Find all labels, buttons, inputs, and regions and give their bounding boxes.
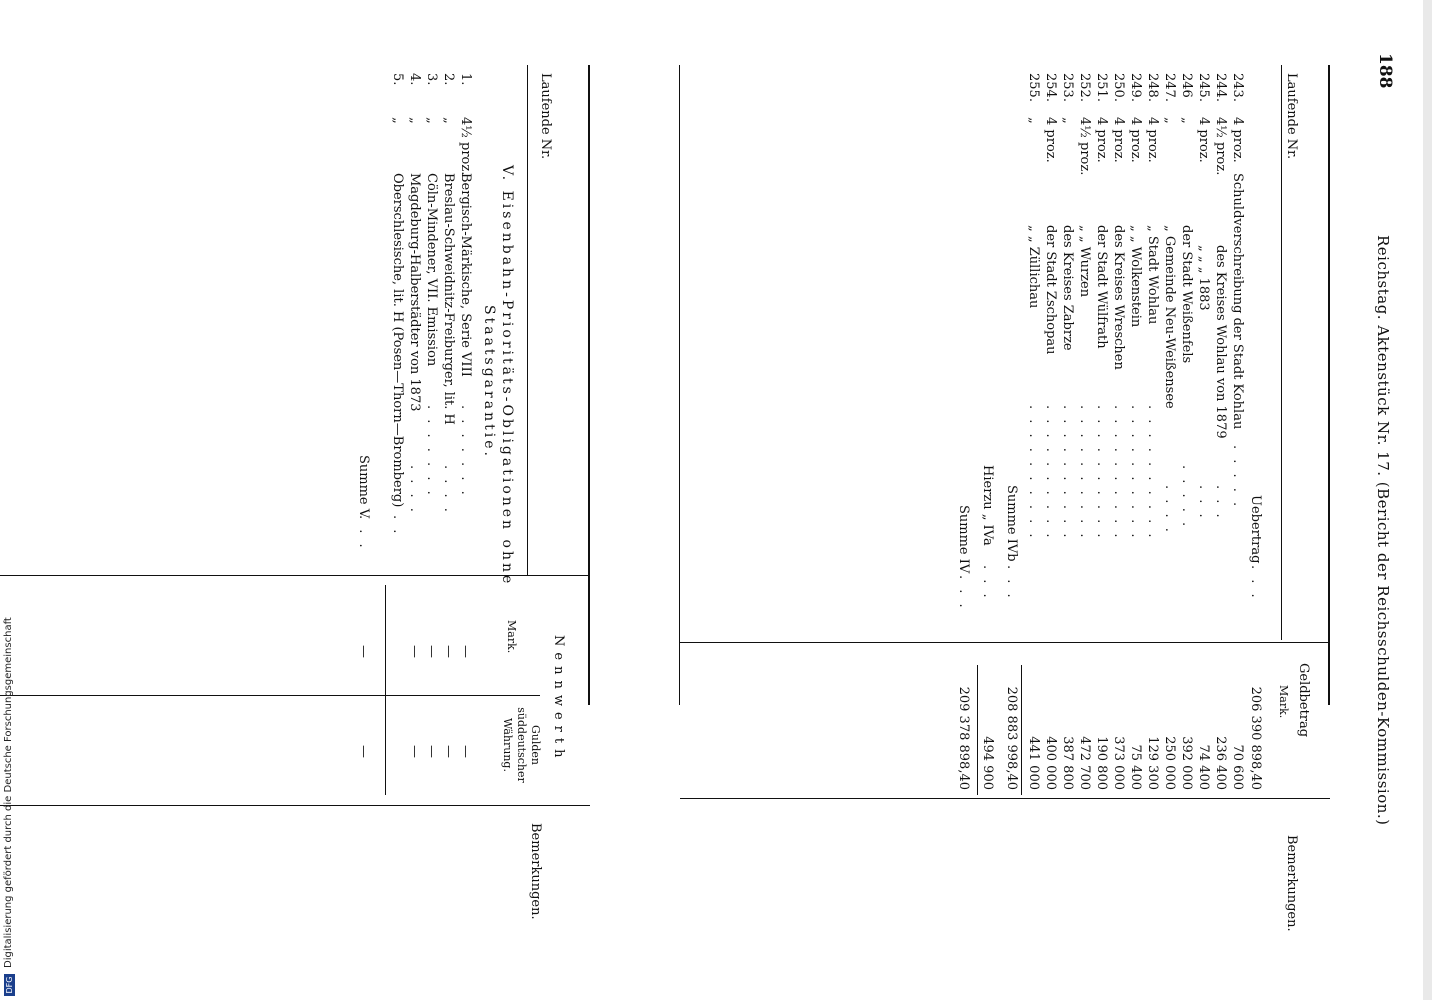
- row-value: 70 600: [1230, 744, 1245, 790]
- row-no: 246: [1179, 73, 1194, 98]
- row-dots: . . . . . . . . . .: [1043, 405, 1058, 541]
- row-desc: „ Stadt Wohlau: [1145, 225, 1160, 325]
- row-desc: Schuldverschreibung der Stadt Kohlau: [1230, 173, 1245, 430]
- row-no: 253.: [1060, 73, 1075, 102]
- table-row: [1194, 45, 1210, 805]
- table1-col-no: Laufende Nr.: [1284, 73, 1299, 160]
- row-dots: . . . . . . .: [458, 405, 473, 498]
- row-desc: „ Gemeinde Neu-Weißensee: [1162, 225, 1177, 409]
- table-row: [439, 45, 455, 805]
- row-no: 3.: [424, 73, 439, 86]
- row-desc: „ „ Wurzen: [1077, 225, 1092, 298]
- row-value: 441 000: [1026, 736, 1041, 790]
- row-value: 387 800: [1060, 736, 1075, 790]
- row-value: 74 400: [1196, 744, 1211, 790]
- row-dots: . . . . .: [1179, 465, 1194, 530]
- sum-v-mark-dash: —: [356, 645, 371, 658]
- table2-top-rule: [588, 65, 590, 705]
- running-title: Reichstag. Aktenstück Nr. 17. (Bericht der Reichsschulden-Kommission.): [1374, 235, 1392, 826]
- table1-header-rule: [1281, 65, 1282, 640]
- row-rate: „: [1179, 117, 1194, 124]
- table1-col-remarks: Bemerkungen.: [1284, 835, 1299, 932]
- hierzu-value: 494 900: [980, 736, 995, 790]
- row-rate: „: [407, 117, 422, 124]
- sum-ivb-value: 208 883 998,40: [1004, 686, 1019, 790]
- table2-col-no: Laufende Nr.: [538, 73, 553, 160]
- row-no: 247.: [1162, 73, 1177, 102]
- rotated-page: [10, 45, 1410, 1005]
- row-rate: 4 proz.: [1145, 117, 1160, 163]
- row-dots: . . .: [1196, 485, 1211, 521]
- row-value: 392 000: [1179, 736, 1194, 790]
- row-dots: . . . .: [1162, 485, 1177, 535]
- row-rate: „: [1162, 117, 1177, 124]
- row-no: 250.: [1111, 73, 1126, 102]
- table2-col-gulden: Gulden süddeutscher Währung.: [501, 707, 542, 783]
- row-desc: Oberschlesische, lit. H (Posen—Thorn—Bromberg): [390, 173, 405, 508]
- row-value: 373 000: [1111, 736, 1126, 790]
- table-row: [1075, 45, 1091, 805]
- table-row: [422, 45, 438, 805]
- mark-dash: —: [441, 645, 456, 658]
- row-desc: des Kreises Zabrze: [1060, 225, 1075, 351]
- row-no: 243.: [1230, 73, 1245, 102]
- row-no: 248.: [1145, 73, 1160, 102]
- sum-ivb-label: Summe IVb: [1004, 485, 1019, 562]
- dfg-note: Digitalisierung gefördert durch die Deutsche Forschungsgemeinschaft: [3, 617, 14, 968]
- row-no: 249.: [1128, 73, 1143, 102]
- gulden-dash: —: [407, 745, 422, 758]
- row-value: 472 700: [1077, 736, 1092, 790]
- row-dots: . . . . .: [1230, 445, 1245, 510]
- hierzu-label: Hierzu „ IVa: [980, 465, 995, 546]
- row-desc: Magdeburg-Halberstädter von 1873: [407, 173, 422, 412]
- row-no: 255.: [1026, 73, 1041, 102]
- row-dots: . . . .: [407, 465, 422, 515]
- row-desc: der Stadt Zschopau: [1043, 225, 1058, 355]
- row-rate: „: [390, 117, 405, 124]
- row-desc: des Kreises Wohlau von 1879: [1213, 245, 1228, 439]
- carry-label: Uebertrag: [1248, 495, 1263, 564]
- table-row: [1143, 45, 1159, 805]
- row-no: 251.: [1094, 73, 1109, 102]
- row-rate: 4 proz.: [1230, 117, 1245, 163]
- sum-v-label: Summe V: [356, 455, 371, 519]
- row-dots: . .: [390, 515, 405, 537]
- row-rate: 4½ proz.: [458, 117, 473, 176]
- table1-col-amount-unit: Mark.: [1277, 685, 1290, 719]
- row-desc: Breslau-Schweidnitz-Freiburger, lit. H: [441, 173, 456, 425]
- dfg-logo: DFG: [4, 974, 15, 996]
- sum-iv-label: Summe IV: [956, 505, 971, 574]
- sum-ivb-dots: . . .: [1004, 565, 1019, 601]
- row-rate: 4½ proz.: [1077, 117, 1092, 176]
- row-desc: „ „ Wolkenstein: [1128, 225, 1143, 328]
- hierzu-dots: . . .: [980, 565, 995, 601]
- table1-bottom-rule: [679, 65, 680, 705]
- row-desc: „ „ Züllichau: [1026, 225, 1041, 309]
- dfg-footer: [3, 0, 19, 994]
- row-value: 400 000: [1043, 736, 1058, 790]
- row-dots: . . . . . . . . . .: [1077, 405, 1092, 541]
- sum-iv-value: 209 378 898,40: [956, 686, 971, 790]
- row-dots: . . . . . . .: [424, 405, 439, 498]
- row-desc: „ „ „ 1883: [1196, 245, 1211, 311]
- row-no: 4.: [407, 73, 422, 86]
- row-no: 244.: [1213, 73, 1228, 102]
- gulden-dash: —: [424, 745, 439, 758]
- row-rate: 4 proz.: [1128, 117, 1143, 163]
- row-dots: . . . . . . . . . .: [1111, 405, 1126, 541]
- row-rate: 4 proz.: [1043, 117, 1058, 163]
- sum-iv-dots: . . .: [956, 575, 971, 611]
- row-value: 190 800: [1094, 736, 1109, 790]
- table-row: [1126, 45, 1142, 805]
- page-number: 188: [1375, 53, 1395, 89]
- row-desc: der Stadt Weißenfels: [1179, 225, 1194, 364]
- row-dots: . . . . . . . . . .: [1128, 405, 1143, 541]
- mark-dash: —: [458, 645, 473, 658]
- row-dots: . . . . . . . . . .: [1060, 405, 1075, 541]
- row-no: 245.: [1196, 73, 1211, 102]
- row-dots: . . .: [1213, 485, 1228, 521]
- row-desc: Cöln-Mindener, VII. Emission: [424, 173, 439, 367]
- row-rate: „: [1060, 117, 1075, 124]
- table2-col-mark: Mark.: [505, 620, 518, 654]
- sum-ivb-rule: [1021, 665, 1022, 795]
- gulden-dash: —: [441, 745, 456, 758]
- table-row: [1109, 45, 1125, 805]
- scan-edge: [1423, 0, 1432, 1000]
- table2-col-remarks: Bemerkungen.: [528, 823, 543, 920]
- row-no: 254.: [1043, 73, 1058, 102]
- row-no: 1.: [458, 73, 473, 86]
- table-row: [1024, 45, 1040, 805]
- table-row: [1160, 45, 1176, 805]
- row-value: 75 400: [1128, 744, 1143, 790]
- row-rate: 4½ proz.: [1213, 117, 1228, 176]
- row-rate: „: [424, 117, 439, 124]
- mark-dash: —: [407, 645, 422, 658]
- table1-top-rule: [1328, 65, 1330, 705]
- row-no: 5.: [390, 73, 405, 86]
- row-rate: „: [441, 117, 456, 124]
- gulden-dash: —: [458, 745, 473, 758]
- section-title-1: V. Eisenbahn-Prioritäts-Obligationen ohne: [499, 165, 515, 587]
- table-row: [1058, 45, 1074, 805]
- row-value: 250 000: [1162, 736, 1177, 790]
- table-row: [1177, 45, 1193, 805]
- row-rate: 4 proz.: [1111, 117, 1126, 163]
- row-value: 129 300: [1145, 736, 1160, 790]
- row-rate: 4 proz.: [1196, 117, 1211, 163]
- table-row: [405, 45, 421, 805]
- table-row: [456, 45, 472, 805]
- table2-header-rule: [527, 65, 528, 575]
- carry-value: 206 390 898,40: [1248, 686, 1263, 790]
- section-title-2: Staatsgarantie.: [481, 305, 497, 459]
- row-no: 2.: [441, 73, 456, 86]
- carry-dots: . . .: [1248, 565, 1263, 601]
- row-rate: 4 proz.: [1094, 117, 1109, 163]
- row-dots: . . . . . . . . . .: [1145, 405, 1160, 541]
- row-dots: . . . . . . . . . .: [1026, 405, 1041, 541]
- mark-dash: —: [424, 645, 439, 658]
- sum-v-gulden-dash: —: [356, 745, 371, 758]
- table-row: [388, 45, 404, 805]
- table2-col-nominal: Nennwerth: [551, 635, 566, 764]
- row-rate: „: [1026, 117, 1041, 124]
- table-row: [1211, 45, 1227, 805]
- row-no: 252.: [1077, 73, 1092, 102]
- sum-v-rule: [385, 585, 386, 795]
- table2-vline-2: [0, 805, 590, 806]
- row-dots: . . . . . . . . . .: [1094, 405, 1109, 541]
- table-row: [1041, 45, 1057, 805]
- sum-iv-rule: [977, 665, 978, 795]
- row-dots: . . . .: [441, 465, 456, 515]
- table-row: [1228, 45, 1244, 805]
- table1-col-amount: Geldbetrag: [1296, 663, 1311, 738]
- row-desc: Bergisch-Märkische, Serie VIII: [458, 173, 473, 377]
- row-value: 236 400: [1213, 736, 1228, 790]
- table-row: [1092, 45, 1108, 805]
- row-desc: der Stadt Wülfrath: [1094, 225, 1109, 349]
- row-desc: des Kreises Wreschen: [1111, 225, 1126, 370]
- sum-v-dots: . . .: [356, 515, 371, 551]
